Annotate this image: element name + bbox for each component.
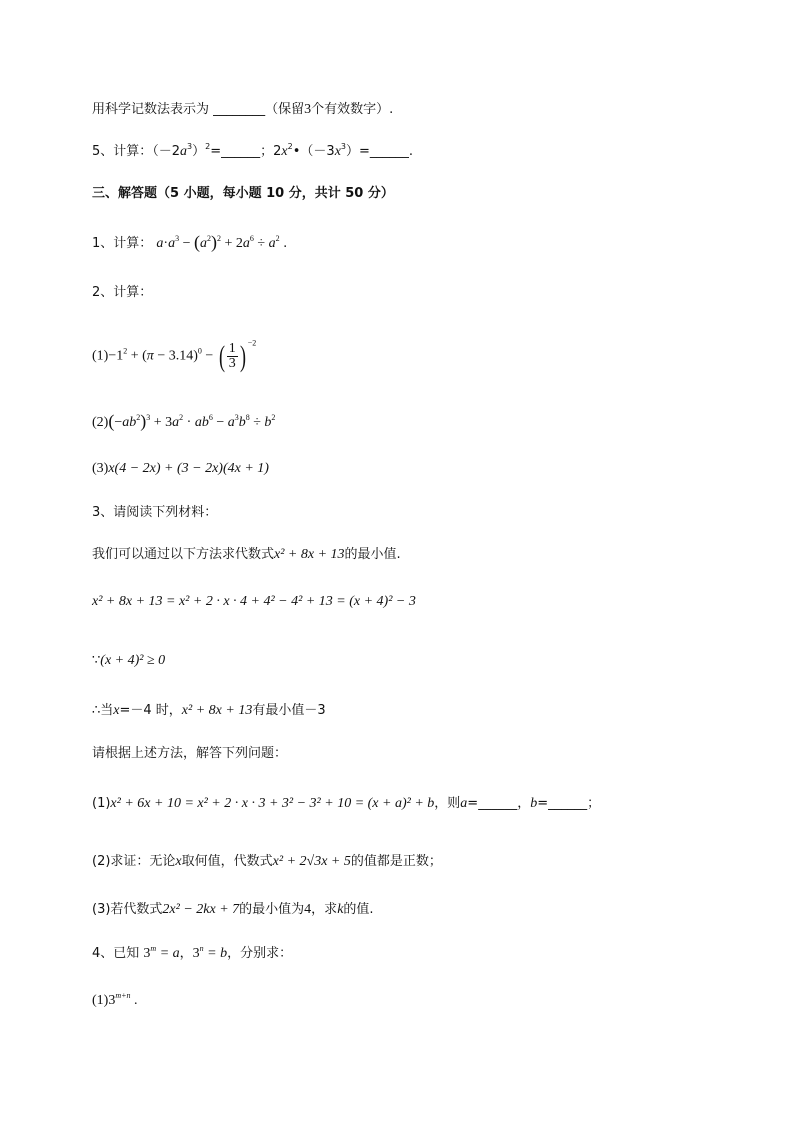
q5-exp: 2: [287, 142, 293, 151]
math-expr: (x + 4)² ≥ 0: [100, 653, 166, 668]
problem-2-label: 2、计算：: [92, 285, 153, 300]
sub-prefix: (3): [92, 461, 109, 476]
p1-expression: $a\cdot a^3 - (a^2)^2 + 2a^6 \div a^2$: [156, 232, 280, 252]
problem-2-sub-2: $(2)(-ab^2)^3 + 3a^2 \cdot ab^6 - a^3b^8 \div b^2$: [92, 411, 276, 431]
p1-label: 1、计算：: [92, 236, 153, 251]
math-expr: x² + 6x + 10 = x² + 2 · x · 3 + 3² − 3² + 10 = (x + a)² + b: [110, 796, 435, 811]
blank-b: =______；: [537, 796, 601, 811]
prev-question-tail: [92, 100, 393, 120]
blank-a: =______，: [467, 796, 531, 811]
problem-3-label: 3、请阅读下列材料：: [92, 505, 218, 520]
problem-3-q2: (2)求证：无论x取何值，代数式x² + 2√3x + 5的值都是正数；: [92, 854, 442, 869]
problem-3-because: [92, 651, 165, 671]
math-expr: 3$^n$ = b: [192, 944, 228, 961]
math-expr: x² + 8x + 13: [181, 703, 253, 718]
q5-var-a: a: [180, 144, 188, 159]
problem-2-sub-3: [92, 459, 269, 479]
q5-dot: •（－3: [292, 144, 335, 159]
math-expr: 2x² − 2kx + 7: [162, 902, 240, 917]
question-5: [92, 142, 413, 162]
problem-1: [92, 232, 287, 254]
math-expr: x² + 8x + 13: [274, 547, 345, 562]
problem-3-q1: (1)x² + 6x + 10 = x² + 2 · x · 3 + 3² − 3² + 10 = (x + a)² + b，则a=______，b=______；: [92, 796, 601, 811]
because-symbol: ∵: [92, 653, 101, 668]
problem-3-instruction: 请根据上述方法，解答下列问题：: [92, 746, 288, 761]
p1-end: .: [283, 236, 288, 251]
q5-exp: 2: [205, 142, 211, 151]
fraction: $\frac{1}{3}$: [228, 341, 236, 371]
prev-text-a: 用科学记数法表示为 ________（保留: [92, 102, 305, 117]
math-expr: 3$^m$ = a: [143, 944, 180, 961]
q5-label: 5、计算：（－2: [92, 144, 181, 159]
problem-4-sub-1: $(1)3^{m+n}$ .: [92, 991, 138, 1008]
problem-2-sub-1: $(1)-1^2 + (\pi - 3.14)^0$ − ( $\frac{1}{3}$ ) $^{-2}$: [92, 338, 257, 373]
q5-blank-1: =______；2: [210, 144, 282, 159]
math-expr: x² + 2√3x + 5: [272, 854, 351, 869]
problem-3-intro: 我们可以通过以下方法求代数式x² + 8x + 13的最小值.: [92, 547, 401, 562]
problem-3-derivation: x² + 8x + 13 = x² + 2 · x · 4 + 4² − 4² + 13 = (x + 4)² − 3: [92, 594, 416, 609]
q5-blank-2: ）=______.: [346, 144, 414, 159]
problem-3-therefore: ∴当x=－4 时，x² + 8x + 13有最小值－3: [92, 703, 326, 718]
q5-exp: 3: [187, 142, 193, 151]
sub-prefix: (1): [92, 348, 109, 364]
problem-3-q3: (3)若代数式2x² − 2kx + 7的最小值为4，求k的值.: [92, 902, 374, 917]
q5-var-x: x: [281, 144, 288, 159]
q5-exp: 3: [340, 142, 346, 151]
sub-3-expression: x(4 − 2x) + (3 − 2x)(4x + 1): [108, 461, 269, 476]
section-3-title: 三、解答题（5 小题，每小题 10 分，共计 50 分）: [92, 186, 394, 201]
prev-digit: 3: [304, 102, 312, 117]
sub-prefix: (2): [92, 415, 109, 430]
q5-paren: ）: [192, 144, 206, 159]
q5-var-x: x: [334, 144, 341, 159]
prev-text-c: 个有效数字）.: [311, 102, 394, 117]
problem-4: 4、已知 3$^m$ = a，3$^n$ = b，分别求：: [92, 944, 293, 961]
